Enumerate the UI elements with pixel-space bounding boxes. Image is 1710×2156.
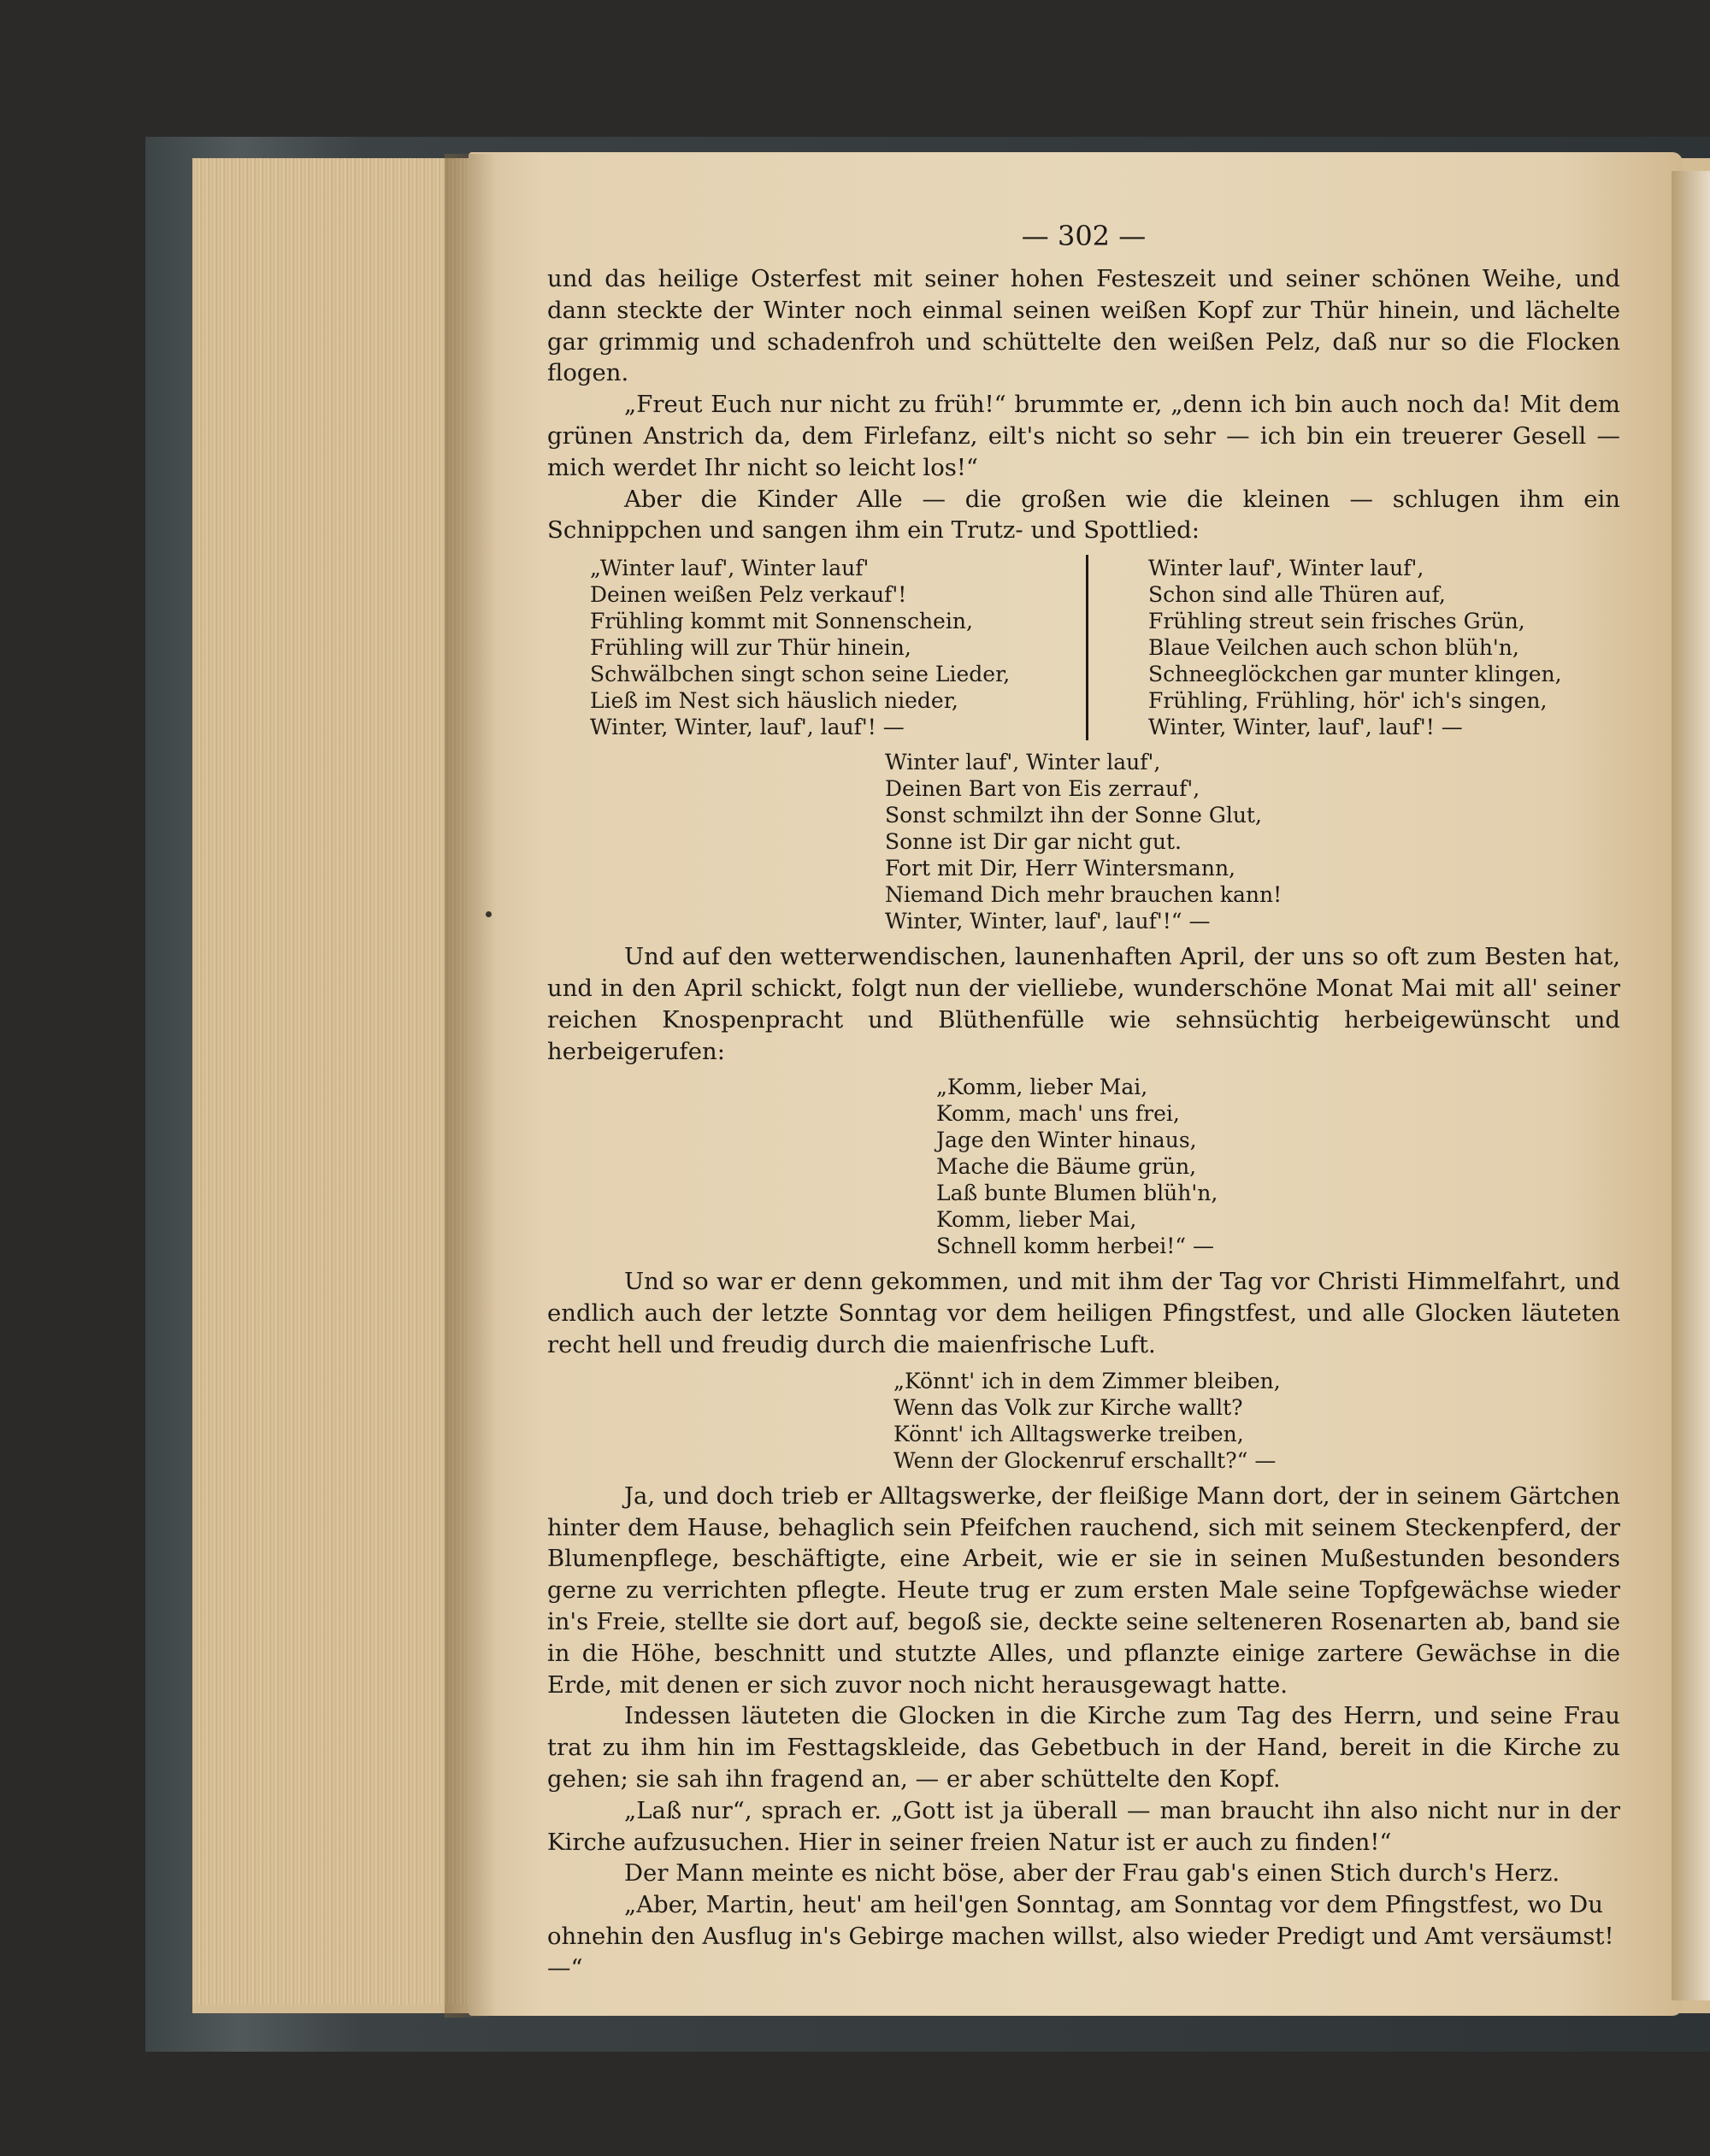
paragraph: Der Mann meinte es nicht böse, aber der Frau gab's einen Stich durch's Herz. <box>624 1859 1560 1888</box>
verse-line: Schneeglöckchen gar munter klingen, <box>1148 662 1562 687</box>
verse-line: Schon sind alle Thüren auf, <box>1148 582 1446 608</box>
verse-line: Winter lauf', Winter lauf', <box>1148 556 1424 581</box>
paragraph: und das heilige Osterfest mit seiner hohen Festeszeit und seiner schönen Weihe, und dann steckte der Winter noch einmal seinen weißen Kopf zur Thür hinein, und lächelte gar grimmig und schadenfroh und schüttelte den weißen Pelz, daß nur so die Flocken flogen. <box>547 265 1620 387</box>
verse-line: Blaue Veilchen auch schon blüh'n, <box>1148 635 1519 661</box>
verse-line: Schwälbchen singt schon seine Lieder, <box>590 662 1011 687</box>
verse-line: „Winter lauf', Winter lauf' <box>590 556 870 581</box>
verse-may <box>936 1074 1620 1259</box>
verse-line: „Komm, lieber Mai, <box>936 1075 1148 1100</box>
verse-line: Könnt' ich Alltagswerke treiben, <box>893 1421 1244 1446</box>
page-gutter-shadow <box>445 154 496 2018</box>
verse-line: Laß bunte Blumen blüh'n, <box>936 1181 1218 1206</box>
paragraph: „Freut Euch nur nicht zu früh!“ brummte er, „denn ich bin auch noch da! Mit dem grünen Anstrich da, dem Firlefanz, eilt's nicht so sehr — ich bin ein treuerer Gesell — mich werdet Ihr nicht so leicht los!“ <box>547 391 1620 481</box>
verse-line: Sonne ist Dir gar nicht gut. <box>885 829 1182 855</box>
verse-line: Komm, mach' uns frei, <box>936 1101 1180 1127</box>
verse-line: „Könnt' ich in dem Zimmer bleiben, <box>893 1368 1281 1393</box>
verse-line: Winter lauf', Winter lauf', <box>885 750 1161 775</box>
verse-line: Ließ im Nest sich häuslich nieder, <box>590 688 958 714</box>
verse-line: Winter, Winter, lauf', lauf'! — <box>1148 715 1463 740</box>
verse-line: Mache die Bäume grün, <box>936 1154 1197 1180</box>
verse-line: Wenn der Glockenruf erschallt?“ — <box>893 1447 1277 1473</box>
page-edges <box>195 158 479 2005</box>
paragraph: Und so war er denn gekommen, und mit ihm der Tag vor Christi Himmelfahrt, und endlich auch der letzte Sonntag vor dem heiligen Pfingstfest, und alle Glocken läuteten recht hell und freudig durch die maienfrische Luft. <box>547 1268 1620 1358</box>
verse-two-columns <box>590 555 1620 740</box>
paragraph: Indessen läuteten die Glocken in die Kirche zum Tag des Herrn, und seine Frau trat zu ihm hin im Festtagskleide, das Gebetbuch in der Hand, bereit in die Kirche zu gehen; sie sah ihn fragend an, — er aber schüttelte den Kopf. <box>547 1702 1620 1793</box>
page-number: — 302 — <box>1021 220 1147 252</box>
verse-line: Fort mit Dir, Herr Wintersmann, <box>885 856 1235 881</box>
verse-line: Komm, lieber Mai, <box>936 1207 1137 1233</box>
verse-right-column <box>1086 555 1593 740</box>
verse-line: Niemand Dich mehr brauchen kann! <box>885 882 1282 908</box>
verse-line: Jage den Winter hinaus, <box>936 1128 1197 1153</box>
verse-line: Deinen weißen Pelz verkauf'! <box>590 582 907 608</box>
verse-line: Schnell komm herbei!“ — <box>936 1234 1215 1259</box>
page-text <box>547 221 1620 1984</box>
verse-line: Sonst schmilzt ihn der Sonne Glut, <box>885 803 1262 828</box>
verse-line: Frühling will zur Thür hinein, <box>590 635 911 661</box>
paragraph: „Aber, Martin, heut' am heil'gen Sonntag, am Sonntag vor dem Pfingstfest, wo Du ohnehin den Ausflug in's Gebirge machen willst, also wieder Predigt und Amt versäumst! —“ <box>547 1891 1614 1982</box>
verse-line: Deinen Bart von Eis zerrauf', <box>885 776 1200 802</box>
paragraph: „Laß nur“, sprach er. „Gott ist ja überall — man braucht ihn also nicht nur in der Kirche aufzusuchen. Hier in seiner freien Natur ist er auch zu finden!“ <box>547 1796 1620 1856</box>
next-page-edge <box>1672 171 1710 2000</box>
verse-line: Frühling streut sein frisches Grün, <box>1148 609 1525 634</box>
verse-line: Frühling kommt mit Sonnenschein, <box>590 609 973 634</box>
paragraph: Und auf den wetterwendischen, launenhaften April, der uns so oft zum Besten hat, und in den April schickt, folgt nun der vielliebe, wunderschöne Monat Mai mit all' seiner reichen Knospenpracht und Blüthenfülle wie sehnsüchtig herbeigewünscht und herbeigerufen: <box>547 943 1620 1065</box>
paragraph: Aber die Kinder Alle — die großen wie die kleinen — schlugen ihm ein Schnippchen und sangen ihm ein Trutz- und Spottlied: <box>547 485 1620 545</box>
verse-line: Winter, Winter, lauf', lauf'! — <box>590 715 905 740</box>
verse-line: Frühling, Frühling, hör' ich's singen, <box>1148 688 1548 714</box>
verse-bells <box>893 1368 1620 1474</box>
ink-speck <box>486 911 492 917</box>
verse-line: Winter, Winter, lauf', lauf'!“ — <box>885 909 1211 934</box>
verse-left-column <box>590 555 1086 740</box>
paragraph: Ja, und doch trieb er Alltagswerke, der fleißige Mann dort, der in seinem Gärtchen hinter dem Hause, behaglich sein Pfeifchen rauchend, sich mit seinem Steckenpferd, der Blumenpflege, beschäftigte, eine Arbeit, wie er sie in seinen Mußestunden besonders gerne zu verrichten pflegte. Heute trug er zum ersten Male seine Topfgewächse wieder in's Freie, stellte sie dort auf, begoß sie, deckte seine selteneren Rosenarten ab, band sie in die Höhe, beschnitt und stutzte Alles, und pflanzte einige zartere Gewächse in die Erde, mit denen er sich zuvor noch nicht herausgewagt hatte. <box>547 1482 1620 1699</box>
verse-line: Wenn das Volk zur Kirche wallt? <box>893 1394 1243 1420</box>
verse-center <box>885 749 1620 934</box>
